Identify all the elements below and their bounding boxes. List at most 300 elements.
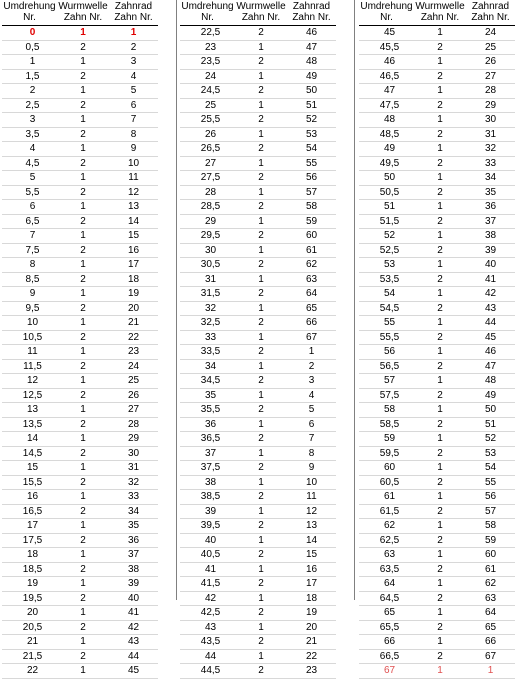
revolution-cell: 0	[2, 26, 57, 41]
header-revolution-line1: Umdrehung	[181, 1, 234, 12]
header-gear-wheel-line1: Zahnrad	[114, 1, 153, 12]
revolution-cell: 31,5	[180, 287, 235, 302]
worm-shaft-tooth-cell: 2	[235, 374, 287, 389]
table-row	[359, 606, 515, 621]
table-row	[180, 214, 336, 229]
revolution-cell: 41	[180, 562, 235, 577]
table-row	[2, 403, 158, 418]
table-row	[2, 156, 158, 171]
revolution-cell: 13,5	[2, 417, 57, 432]
gear-tooth-cell: 47	[287, 40, 336, 55]
table-row	[2, 127, 158, 142]
worm-shaft-tooth-cell: 2	[235, 403, 287, 418]
worm-shaft-tooth-cell: 2	[414, 388, 466, 403]
table-row	[2, 562, 158, 577]
revolution-cell: 24	[180, 69, 235, 84]
revolution-cell: 54,5	[359, 301, 414, 316]
gear-tooth-cell: 26	[466, 55, 515, 70]
gear-tooth-cell: 52	[466, 432, 515, 447]
revolution-cell: 37,5	[180, 461, 235, 476]
revolution-cell: 7	[2, 229, 57, 244]
gear-tooth-cell: 62	[466, 577, 515, 592]
table-row	[359, 664, 515, 679]
header-revolution	[2, 1, 57, 26]
table-row	[180, 519, 336, 534]
worm-shaft-tooth-cell: 1	[414, 490, 466, 505]
worm-shaft-tooth-cell: 1	[414, 461, 466, 476]
gear-tooth-cell: 53	[466, 446, 515, 461]
table-row	[359, 577, 515, 592]
revolution-cell: 6	[2, 200, 57, 215]
revolution-cell: 0,5	[2, 40, 57, 55]
revolution-cell: 25,5	[180, 113, 235, 128]
table-row	[359, 533, 515, 548]
revolution-cell: 9,5	[2, 301, 57, 316]
gear-tooth-cell: 46	[466, 345, 515, 360]
table-row	[180, 606, 336, 621]
table-row	[359, 475, 515, 490]
table-row	[359, 649, 515, 664]
table-block-1	[2, 1, 158, 679]
worm-shaft-tooth-cell: 2	[57, 156, 109, 171]
worm-shaft-tooth-cell: 2	[414, 69, 466, 84]
table-block-2	[180, 1, 336, 679]
worm-shaft-tooth-cell: 1	[414, 113, 466, 128]
revolution-cell: 6,5	[2, 214, 57, 229]
header-worm-shaft-line1: Wurmwelle	[58, 1, 108, 12]
worm-shaft-tooth-cell: 2	[414, 272, 466, 287]
worm-shaft-tooth-cell: 1	[235, 98, 287, 113]
worm-shaft-tooth-cell: 1	[235, 562, 287, 577]
revolution-cell: 28,5	[180, 200, 235, 215]
revolution-cell: 39,5	[180, 519, 235, 534]
worm-shaft-tooth-cell: 2	[57, 446, 109, 461]
gear-tooth-cell: 33	[466, 156, 515, 171]
worm-shaft-tooth-cell: 2	[414, 330, 466, 345]
gear-tooth-cell: 25	[109, 374, 158, 389]
worm-shaft-tooth-cell: 1	[414, 316, 466, 331]
worm-shaft-tooth-cell: 1	[235, 388, 287, 403]
revolution-cell: 55,5	[359, 330, 414, 345]
worm-shaft-tooth-cell: 1	[57, 548, 109, 563]
worm-shaft-tooth-cell: 2	[235, 635, 287, 650]
worm-shaft-tooth-cell: 2	[414, 446, 466, 461]
revolution-cell: 44	[180, 649, 235, 664]
table-row	[2, 548, 158, 563]
revolution-cell: 10,5	[2, 330, 57, 345]
worm-shaft-tooth-cell: 2	[235, 316, 287, 331]
revolution-cell: 56,5	[359, 359, 414, 374]
table-row	[359, 562, 515, 577]
revolution-cell: 2	[2, 84, 57, 99]
revolution-cell: 50	[359, 171, 414, 186]
revolution-cell: 43	[180, 620, 235, 635]
worm-shaft-tooth-cell: 1	[414, 229, 466, 244]
revolution-cell: 61	[359, 490, 414, 505]
table-row	[180, 374, 336, 389]
gear-tooth-cell: 64	[466, 606, 515, 621]
worm-shaft-tooth-cell: 1	[414, 84, 466, 99]
gear-tooth-cell: 18	[287, 591, 336, 606]
revolution-cell: 66,5	[359, 649, 414, 664]
table-row	[359, 287, 515, 302]
worm-shaft-tooth-cell: 2	[414, 243, 466, 258]
table-row	[359, 26, 515, 41]
revolution-cell: 35,5	[180, 403, 235, 418]
gear-tooth-cell: 45	[466, 330, 515, 345]
header-revolution-line2: Nr.	[23, 12, 36, 23]
revolution-cell: 18	[2, 548, 57, 563]
table-row	[2, 388, 158, 403]
revolution-cell: 25	[180, 98, 235, 113]
table-row	[2, 142, 158, 157]
header-gear-wheel	[287, 1, 336, 26]
table-row	[180, 664, 336, 679]
gear-tooth-cell: 30	[466, 113, 515, 128]
revolution-cell: 30	[180, 243, 235, 258]
revolution-cell: 57	[359, 374, 414, 389]
gear-tooth-cell: 4	[109, 69, 158, 84]
revolution-cell: 37	[180, 446, 235, 461]
table-row	[180, 258, 336, 273]
table-row	[2, 26, 158, 41]
worm-shaft-tooth-cell: 2	[235, 519, 287, 534]
worm-shaft-tooth-cell: 2	[414, 359, 466, 374]
table-row	[2, 417, 158, 432]
table-row	[359, 330, 515, 345]
worm-shaft-tooth-cell: 2	[414, 98, 466, 113]
worm-shaft-tooth-cell: 1	[235, 475, 287, 490]
worm-shaft-tooth-cell: 2	[57, 301, 109, 316]
worm-shaft-tooth-cell: 2	[235, 55, 287, 70]
worm-shaft-tooth-cell: 2	[57, 40, 109, 55]
gear-tooth-cell: 49	[287, 69, 336, 84]
table-row	[359, 620, 515, 635]
revolution-cell: 53,5	[359, 272, 414, 287]
worm-shaft-tooth-cell: 2	[414, 156, 466, 171]
revolution-cell: 3	[2, 113, 57, 128]
worm-shaft-tooth-cell: 1	[57, 635, 109, 650]
gear-tooth-cell: 59	[287, 214, 336, 229]
worm-shaft-tooth-cell: 1	[57, 664, 109, 679]
revolution-cell: 52	[359, 229, 414, 244]
table-row	[359, 446, 515, 461]
gear-tooth-cell: 62	[287, 258, 336, 273]
table-row	[2, 504, 158, 519]
header-worm-shaft-line2: Zahn Nr.	[420, 12, 460, 23]
gear-tooth-cell: 56	[287, 171, 336, 186]
worm-shaft-tooth-cell: 2	[57, 504, 109, 519]
gear-tooth-cell: 27	[466, 69, 515, 84]
worm-shaft-tooth-cell: 2	[57, 185, 109, 200]
gear-tooth-cell: 29	[109, 432, 158, 447]
gear-tooth-cell: 1	[466, 664, 515, 679]
table-row	[2, 243, 158, 258]
revolution-cell: 40,5	[180, 548, 235, 563]
worm-shaft-tooth-cell: 2	[414, 504, 466, 519]
gear-tooth-cell: 48	[287, 55, 336, 70]
gear-tooth-cell: 21	[109, 316, 158, 331]
table-row	[180, 345, 336, 360]
revolution-cell: 32	[180, 301, 235, 316]
revolution-cell: 27,5	[180, 171, 235, 186]
worm-shaft-tooth-cell: 1	[414, 26, 466, 41]
worm-shaft-tooth-cell: 1	[57, 258, 109, 273]
revolution-cell: 62	[359, 519, 414, 534]
worm-shaft-tooth-cell: 1	[414, 287, 466, 302]
gear-tooth-cell: 48	[466, 374, 515, 389]
gear-tooth-cell: 45	[109, 664, 158, 679]
gear-tooth-cell: 54	[287, 142, 336, 157]
gear-tooth-cell: 14	[109, 214, 158, 229]
revolution-cell: 16,5	[2, 504, 57, 519]
table-row	[2, 185, 158, 200]
table-row	[2, 359, 158, 374]
gear-tooth-cell: 25	[466, 40, 515, 55]
gear-tooth-cell: 58	[287, 200, 336, 215]
gear-tooth-cell: 18	[109, 272, 158, 287]
worm-shaft-tooth-cell: 2	[235, 432, 287, 447]
revolution-cell: 27	[180, 156, 235, 171]
revolution-cell: 63,5	[359, 562, 414, 577]
gear-tooth-cell: 20	[287, 620, 336, 635]
worm-shaft-tooth-cell: 2	[414, 533, 466, 548]
worm-shaft-tooth-cell: 2	[57, 620, 109, 635]
table-row	[180, 200, 336, 215]
gear-tooth-cell: 43	[466, 301, 515, 316]
revolution-cell: 16	[2, 490, 57, 505]
gear-tooth-cell: 50	[287, 84, 336, 99]
table-row	[359, 548, 515, 563]
revolution-cell: 22,5	[180, 26, 235, 41]
revolution-cell: 65	[359, 606, 414, 621]
worm-shaft-tooth-cell: 1	[235, 504, 287, 519]
gear-tooth-cell: 35	[109, 519, 158, 534]
revolution-cell: 41,5	[180, 577, 235, 592]
gear-tooth-cell: 12	[287, 504, 336, 519]
table-row	[2, 620, 158, 635]
header-revolution-line2: Nr.	[380, 12, 393, 23]
gear-tooth-cell: 33	[109, 490, 158, 505]
table-row	[2, 113, 158, 128]
worm-shaft-tooth-cell: 2	[414, 185, 466, 200]
table-row	[180, 635, 336, 650]
worm-shaft-tooth-cell: 1	[414, 519, 466, 534]
gear-tooth-cell: 5	[287, 403, 336, 418]
revolution-cell: 28	[180, 185, 235, 200]
gear-tooth-cell: 44	[109, 649, 158, 664]
worm-shaft-tooth-cell: 1	[57, 84, 109, 99]
table-row	[359, 374, 515, 389]
worm-shaft-tooth-cell: 2	[414, 591, 466, 606]
table-row	[180, 127, 336, 142]
table-body	[180, 26, 336, 679]
worm-shaft-tooth-cell: 1	[57, 490, 109, 505]
header-worm-shaft-line2: Zahn Nr.	[63, 12, 103, 23]
gear-tooth-cell: 37	[466, 214, 515, 229]
gear-tooth-cell: 2	[287, 359, 336, 374]
worm-shaft-tooth-cell: 1	[235, 156, 287, 171]
gear-tooth-cell: 44	[466, 316, 515, 331]
worm-shaft-tooth-cell: 2	[235, 229, 287, 244]
worm-shaft-tooth-cell: 1	[414, 606, 466, 621]
worm-shaft-tooth-cell: 2	[57, 475, 109, 490]
gear-tooth-cell: 12	[109, 185, 158, 200]
gear-tooth-cell: 17	[109, 258, 158, 273]
column-divider-1	[176, 0, 177, 600]
table-row	[180, 548, 336, 563]
worm-shaft-tooth-cell: 1	[235, 301, 287, 316]
header-row	[180, 1, 336, 26]
gear-tooth-cell: 17	[287, 577, 336, 592]
table-row	[359, 403, 515, 418]
gear-tooth-cell: 11	[109, 171, 158, 186]
table-row	[180, 446, 336, 461]
table-row	[359, 316, 515, 331]
revolution-cell: 31	[180, 272, 235, 287]
table-row	[359, 432, 515, 447]
revolution-cell: 34	[180, 359, 235, 374]
worm-shaft-tooth-cell: 1	[414, 171, 466, 186]
worm-shaft-tooth-cell: 1	[57, 26, 109, 41]
table-row	[2, 301, 158, 316]
worm-shaft-tooth-cell: 1	[57, 171, 109, 186]
gear-tooth-cell: 51	[287, 98, 336, 113]
header-row	[359, 1, 515, 26]
table-body	[359, 26, 515, 679]
revolution-cell: 36,5	[180, 432, 235, 447]
table-row	[180, 504, 336, 519]
table-row	[359, 127, 515, 142]
revolution-cell: 61,5	[359, 504, 414, 519]
revolution-cell: 11	[2, 345, 57, 360]
worm-shaft-tooth-cell: 2	[57, 272, 109, 287]
gear-tooth-cell: 47	[466, 359, 515, 374]
table-row	[180, 577, 336, 592]
gear-tooth-cell: 22	[287, 649, 336, 664]
gear-tooth-cell: 54	[466, 461, 515, 476]
table-row	[359, 301, 515, 316]
gear-tooth-cell: 2	[109, 40, 158, 55]
table-row	[180, 316, 336, 331]
worm-shaft-tooth-cell: 2	[235, 171, 287, 186]
table-row	[359, 490, 515, 505]
table-row	[180, 475, 336, 490]
table-row	[2, 258, 158, 273]
gear-tooth-cell: 34	[109, 504, 158, 519]
gear-tooth-cell: 42	[466, 287, 515, 302]
table-row	[359, 55, 515, 70]
revolution-cell: 38	[180, 475, 235, 490]
worm-shaft-tooth-cell: 2	[57, 649, 109, 664]
revolution-cell: 64,5	[359, 591, 414, 606]
worm-shaft-tooth-cell: 2	[235, 548, 287, 563]
table-row	[180, 533, 336, 548]
gear-tooth-cell: 61	[466, 562, 515, 577]
table-row	[180, 55, 336, 70]
table-row	[180, 229, 336, 244]
worm-shaft-tooth-cell: 1	[57, 55, 109, 70]
revolution-cell: 21	[2, 635, 57, 650]
gear-tooth-cell: 24	[109, 359, 158, 374]
gear-tooth-cell: 13	[109, 200, 158, 215]
table-row	[2, 446, 158, 461]
revolution-cell: 26	[180, 127, 235, 142]
gear-tooth-cell: 52	[287, 113, 336, 128]
revolution-cell: 49	[359, 142, 414, 157]
gear-tooth-cell: 59	[466, 533, 515, 548]
revolution-cell: 45,5	[359, 40, 414, 55]
table-row	[2, 40, 158, 55]
gear-tooth-cell: 61	[287, 243, 336, 258]
table-row	[2, 84, 158, 99]
gear-tooth-cell: 55	[287, 156, 336, 171]
table-row	[2, 606, 158, 621]
revolution-cell: 18,5	[2, 562, 57, 577]
revolution-cell: 45	[359, 26, 414, 41]
revolution-cell: 4,5	[2, 156, 57, 171]
table-row	[359, 40, 515, 55]
gear-tooth-cell: 49	[466, 388, 515, 403]
gear-tooth-cell: 23	[109, 345, 158, 360]
gear-tooth-cell: 23	[287, 664, 336, 679]
table-row	[180, 243, 336, 258]
revolution-cell: 42	[180, 591, 235, 606]
gear-tooth-cell: 4	[287, 388, 336, 403]
table-row	[359, 272, 515, 287]
table-row	[359, 417, 515, 432]
gear-tooth-cell: 9	[109, 142, 158, 157]
worm-shaft-tooth-cell: 1	[235, 591, 287, 606]
gear-tooth-cell: 31	[109, 461, 158, 476]
revolution-cell: 47,5	[359, 98, 414, 113]
revolution-cell: 19,5	[2, 591, 57, 606]
revolution-cell: 5	[2, 171, 57, 186]
table-row	[180, 490, 336, 505]
table-row	[180, 156, 336, 171]
revolution-cell: 67	[359, 664, 414, 679]
header-gear-wheel-line1: Zahnrad	[471, 1, 510, 12]
revolution-cell: 44,5	[180, 664, 235, 679]
revolution-cell: 59	[359, 432, 414, 447]
worm-shaft-tooth-cell: 2	[235, 345, 287, 360]
table-row	[2, 200, 158, 215]
gear-tooth-cell: 1	[109, 26, 158, 41]
revolution-cell: 62,5	[359, 533, 414, 548]
worm-shaft-tooth-cell: 2	[235, 258, 287, 273]
gear-table-2	[180, 1, 336, 679]
gear-tooth-cell: 36	[466, 200, 515, 215]
table-row	[359, 258, 515, 273]
revolution-cell: 23,5	[180, 55, 235, 70]
header-revolution-line1: Umdrehung	[360, 1, 413, 12]
revolution-cell: 4	[2, 142, 57, 157]
worm-shaft-tooth-cell: 1	[57, 374, 109, 389]
revolution-cell: 39	[180, 504, 235, 519]
gear-tooth-cell: 15	[109, 229, 158, 244]
worm-shaft-tooth-cell: 2	[57, 330, 109, 345]
revolution-cell: 33,5	[180, 345, 235, 360]
worm-shaft-tooth-cell: 2	[414, 649, 466, 664]
column-divider-2	[354, 0, 355, 600]
gear-tooth-cell: 57	[287, 185, 336, 200]
revolution-cell: 34,5	[180, 374, 235, 389]
gear-tooth-cell: 31	[466, 127, 515, 142]
table-row	[359, 345, 515, 360]
gear-tooth-cell: 15	[287, 548, 336, 563]
worm-shaft-tooth-cell: 2	[57, 69, 109, 84]
table-row	[359, 388, 515, 403]
